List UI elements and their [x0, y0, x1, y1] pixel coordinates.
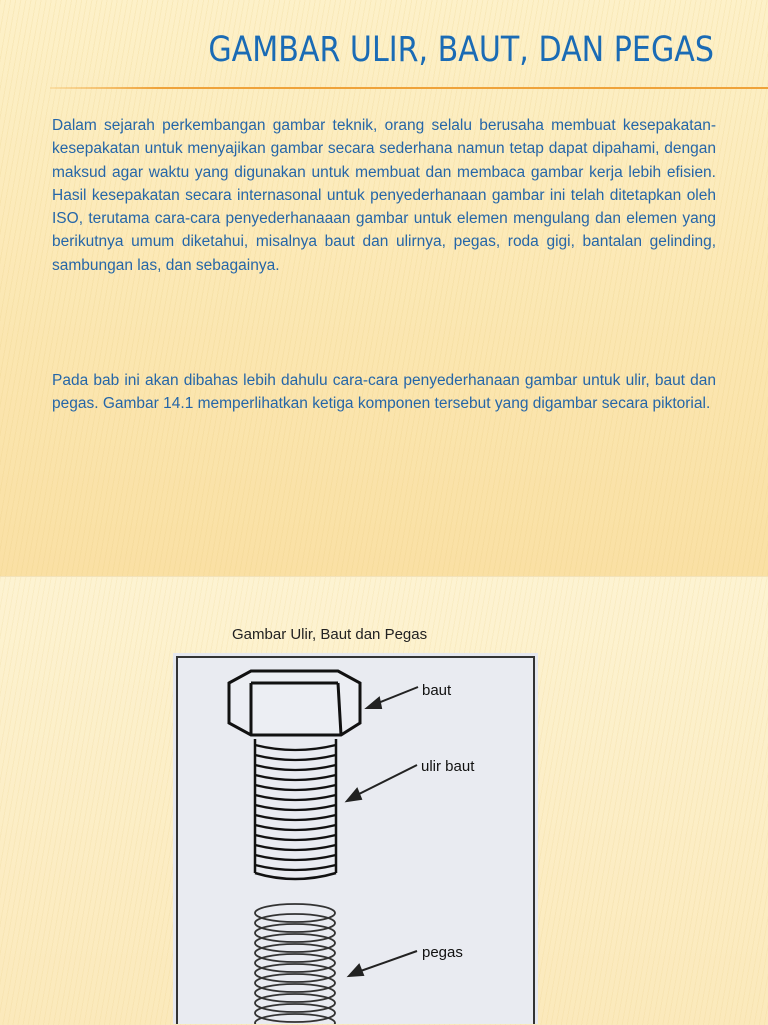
body-paragraph-2: Pada bab ini akan dibahas lebih dahulu cara-cara penyederhanaan gambar untuk ulir, baut dan pegas. Gambar 14.1 memperlihatkan ketiga komponen tersebut yang digambar secara piktorial.: [52, 372, 716, 413]
title-divider: [50, 87, 768, 89]
bolt-spring-figure: [173, 653, 538, 1024]
label-ulir-baut: ulir baut: [421, 758, 475, 775]
slide-title: GAMBAR ULIR, BAUT, DAN PEGAS: [208, 30, 714, 70]
label-pegas: pegas: [422, 944, 463, 961]
figure-caption: Gambar Ulir, Baut dan Pegas: [232, 626, 428, 643]
body-paragraph-1: Dalam sejarah perkembangan gambar teknik, orang selalu berusaha membuat kesepakatan-kesepakatan untuk menyajikan gambar secara sederhana namun tetap dapat dipahami, dengan maksud agar waktu yang digunakan untuk membuat dan membaca gambar kerja lebih efisien. Hasil kesepakatan secara internasonal untuk penyederhanaan gambar ini telah ditetapkan oleh ISO, terutama cara-cara penyederhanaaan gambar untuk elemen mengulang dan elemen yang berikutnya umum diketahui, misalnya baut dan ulirnya, pegas, roda gigi, bantalan gelinding, sambungan las, dan sebagainya.: [52, 117, 716, 274]
bolt-spring-drawing: [173, 653, 538, 1024]
label-baut: baut: [422, 682, 452, 699]
slide-2: [0, 576, 768, 1025]
bolt-head: [229, 671, 360, 735]
